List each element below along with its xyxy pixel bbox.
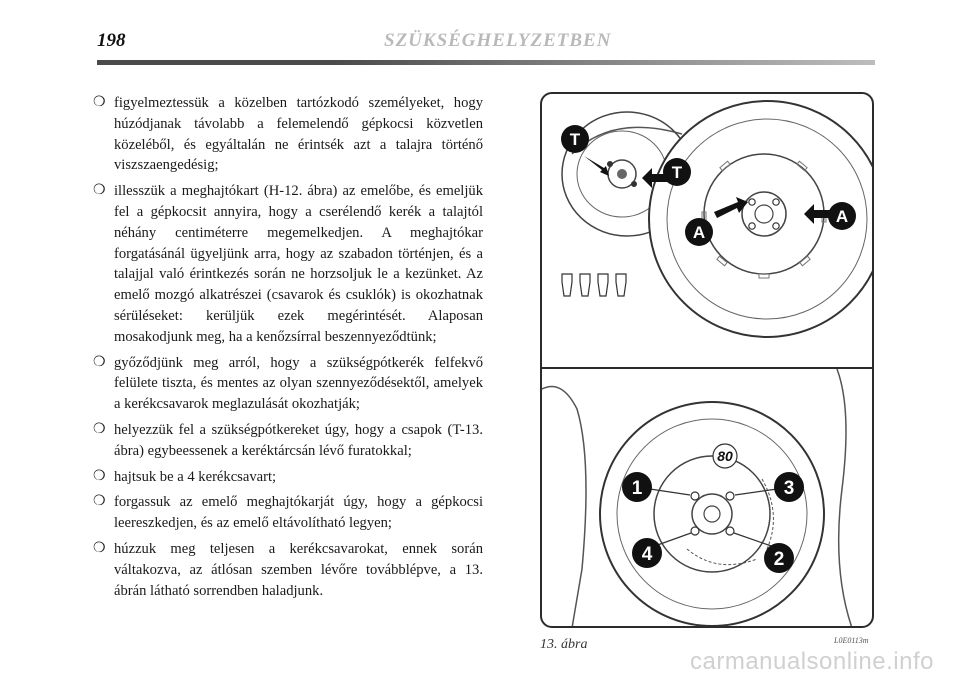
list-item-text: győződjünk meg arról, hogy a szükségpótkerék felfekvő felülete tiszta, és mentes az olyan szennyeződésektől, amelyek a kerékcsavarok meglazulását okozhatják;: [114, 354, 483, 413]
sequence-callout-2: [764, 543, 794, 573]
list-item-text: húzzuk meg teljesen a kerékcsavarokat, ennek során váltakozva, az átlósan szemben lévőre továbblépve, a 13. ábrán látható sorrendben haladjunk.: [114, 540, 483, 599]
list-item: [93, 353, 483, 415]
instruction-list: [93, 93, 483, 606]
bullet-icon: ❍: [93, 540, 106, 556]
list-item-text: forgassuk az emelő meghajtókarját úgy, hogy a gépkocsi leereszkedjen, és az emelő eltávolítható legyen;: [114, 494, 483, 532]
list-item: [93, 420, 483, 462]
hole-callout-2: [828, 202, 856, 230]
bullet-icon: ❍: [93, 95, 106, 110]
bullet-icon: ❍: [93, 354, 106, 370]
svg-text:T: T: [569, 130, 581, 149]
sequence-callout-3: [774, 472, 804, 502]
svg-text:T: T: [671, 163, 683, 182]
sequence-callout-1: [622, 472, 652, 502]
sequence-callout-4: [632, 538, 662, 568]
figure-code: L0E0113m: [834, 636, 869, 645]
section-title: SZÜKSÉGHELYZETBEN: [384, 30, 612, 51]
bullet-icon: ❍: [93, 183, 106, 199]
hole-callout-1: [685, 218, 713, 246]
svg-text:2: 2: [773, 549, 785, 570]
watermark: carmanualsonline.info: [690, 648, 934, 675]
list-item-text: illesszük a meghajtókart (H-12. ábra) az emelőbe, és emeljük fel a gépkocsit annyira, hogy a cserélendő kerék a talajtól néhány centiméterre megemelkedjen. A meghajtókar forgatásánál ügyeljünk arra, hogy az szabadon történjen, és a talajjal való érintkezés során ne horzsoljuk le a kezünket. Az emelő mozgó alkatrészei (csavarok és csuklók) is okozhatnak sérüléseket: kerüljük ezek megérintését. Alaposan mosakodjunk meg, ha a kenőzsírral beszennyeződtünk;: [114, 183, 483, 345]
list-item-text: hajtsuk be a 4 kerékcsavart;: [114, 468, 277, 485]
pin-callout-1: [561, 125, 589, 153]
bullet-icon: ❍: [93, 468, 106, 484]
list-item: [93, 181, 483, 347]
wheel-mounting-diagram: [542, 94, 872, 367]
page-number: 198: [97, 30, 126, 51]
torque-label: [713, 444, 737, 468]
list-item: [93, 539, 483, 601]
list-item-text: figyelmeztessük a közelben tartózkodó személyeket, hogy húzódjanak távolabb a felemelendő gépkocsi közvetlen közeléből, és egyáltalán ne érintsék azt a talajra történő viszszaengedésig;: [114, 95, 483, 174]
svg-text:80: 80: [717, 448, 733, 464]
list-item: [93, 467, 483, 488]
pin-callout-2: [663, 158, 691, 186]
figure-caption: 13. ábra: [540, 637, 588, 652]
list-item: [93, 93, 483, 176]
bullet-icon: ❍: [93, 494, 106, 510]
svg-text:A: A: [692, 223, 706, 242]
list-item-text: helyezzük fel a szükségpótkereket úgy, hogy a csapok (T-13. ábra) egybeessenek a keréktárcsán lévő furatokkal;: [114, 421, 483, 459]
svg-text:3: 3: [783, 478, 795, 499]
wheel-illustration: [540, 92, 874, 628]
bolt-tightening-sequence-diagram: [542, 369, 872, 628]
svg-text:A: A: [835, 207, 849, 226]
header-rule: [97, 60, 875, 65]
svg-text:4: 4: [641, 544, 653, 565]
list-item: [93, 492, 483, 534]
bullet-icon: ❍: [93, 421, 106, 437]
svg-text:1: 1: [631, 478, 643, 499]
